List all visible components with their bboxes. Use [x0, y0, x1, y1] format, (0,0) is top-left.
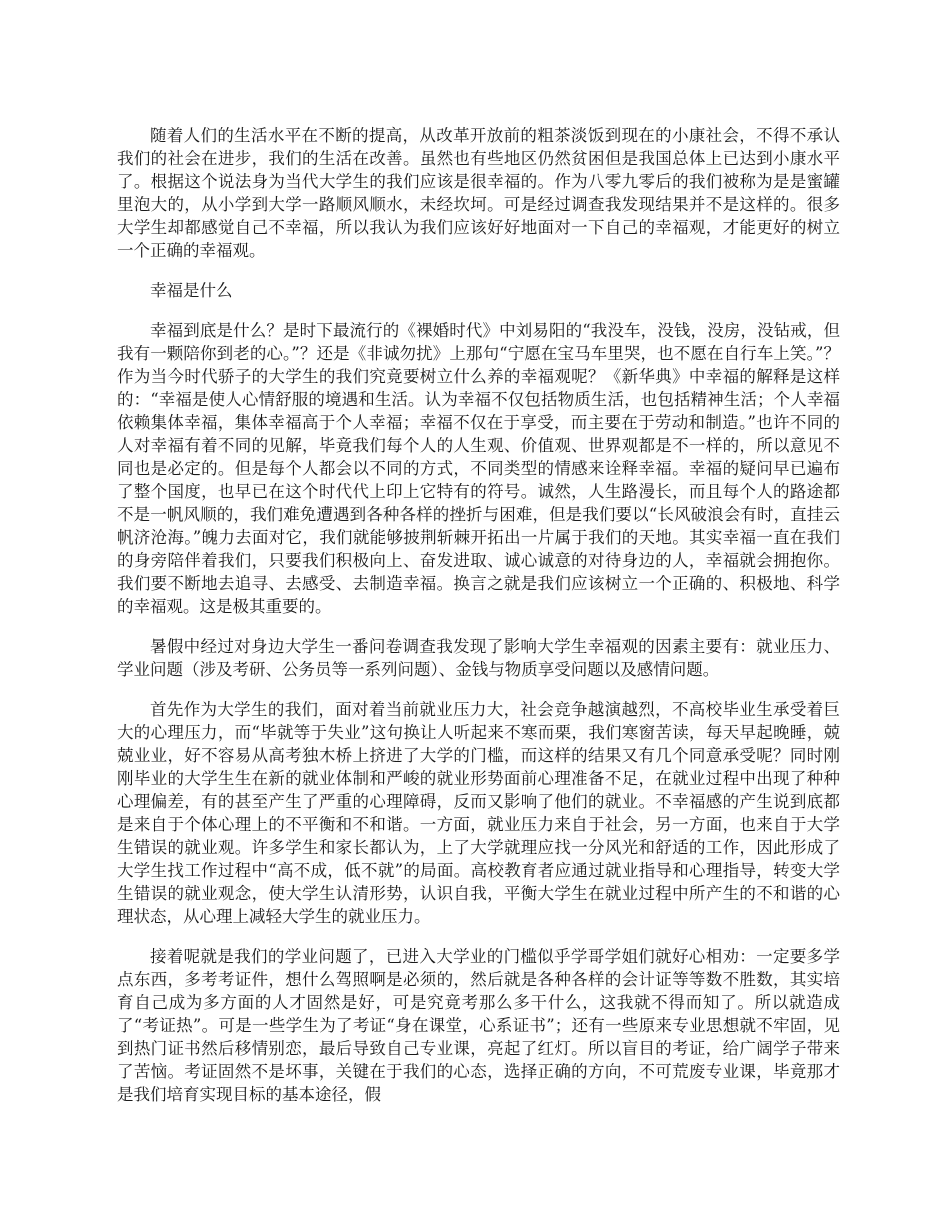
paragraph-employment: 首先作为大学生的我们，面对着当前就业压力大，社会竞争越演越烈，不高校毕业生承受着巨大的心理压力，而“毕就等于失业”这句换让人听起来不寒而栗，我们寒窗苦读，每天早起晚睡，兢兢业业，好不容易从高考独木桥上挤进了大学的门槛，而这样的结果又有几个同意承受呢？同时刚刚毕业的大学生生在新的就业体制和严峻的就业形势面前心理准备不足，在就业过程中出现了种种心理偏差，有的甚至产生了严重的心理障碍，反而又影响了他们的就业。不幸福感的产生说到底都是来自于个体心理上的不平衡和不和谐。一方面，就业压力来自于社会，另一方面，也来自于大学生错误的就业观。许多学生和家长都认为，上了大学就理应找一分风光和舒适的工作，因此形成了大学生找工作过程中“高不成，低不就”的局面。高校教育者应通过就业指导和心理指导，转变大学生错误的就业观念，使大学生认清形势，认识自我，平衡大学生在就业过程中所产生的不和谐的心理状态，从心理上减轻大学生的就业压力。 [117, 700, 840, 926]
paragraph-definition: 幸福到底是什么？是时下最流行的《裸婚时代》中刘易阳的“我没车，没钱，没房，没钻戒，但我有一颗陪你到老的心。”？还是《非诚勿扰》上那句“宁愿在宝马车里哭，也不愿在自行车上笑。”？作为当今时代骄子的大学生的我们究竟要树立什么养的幸福观呢？《新华典》中幸福的解释是这样的：“幸福是使人心情舒服的境遇和生活。认为幸福不仅包括物质生活，也包括精神生活；个人幸福依赖集体幸福，集体幸福高于个人幸福；幸福不仅在于享受，而主要在于劳动和制造。”也许不同的人对幸福有着不同的见解，毕竟我们每个人的人生观、价值观、世界观都是不一样的，所以意见不同也是必定的。但是每个人都会以不同的方式，不同类型的情感来诠释幸福。幸福的疑问早已遍布了整个国度，也早已在这个时代代上印上它特有的符号。诚然，人生路漫长，而且每个人的路途都不是一帆风顺的，我们难免遭遇到各种各样的挫折与困难，但是我们要以“长风破浪会有时，直挂云帆济沧海。”魄力去面对它，我们就能够披荆斩棘开拓出一片属于我们的天地。其实幸福一直在我们的身旁陪伴着我们，只要我们积极向上、奋发进取、诚心诚意的对待身边的人，幸福就会拥抱你。我们要不断地去追寻、去感受、去制造幸福。换言之就是我们应该树立一个正确的、积极地、科学的幸福观。这是极其重要的。 [117, 321, 840, 616]
paragraph-intro: 随着人们的生活水平在不断的提高，从改革开放前的粗茶淡饭到现在的小康社会，不得不承认我们的社会在进步，我们的生活在改善。虽然也有些地区仍然贫困但是我国总体上已达到小康水平了。根据这个说法身为当代大学生的我们应该是很幸福的。作为八零九零后的我们被称为是是蜜罐里泡大的，从小学到大学一路顺风顺水，未经坎坷。可是经过调查我发现结果并不是这样的。很多大学生却都感觉自己不幸福，所以我认为我们应该好好地面对一下自己的幸福观，才能更好的树立一个正确的幸福观。 [117, 126, 840, 260]
section-heading-what-is-happiness: 幸福是什么 [150, 281, 233, 300]
paragraph-studies: 接着呢就是我们的学业问题了，已进入大学业的门槛似乎学哥学姐们就好心相劝：一定要多学点东西，多考考证件，想什么驾照啊是必须的，然后就是各种各样的会计证等等数不胜数，其实培育自己成为多方面的人才固然是好，可是究竟考那么多干什么，这我就不得而知了。所以就造成了“考证热”。可是一些学生为了考证“身在课堂，心系证书”；还有一些原来专业思想就不牢固，见到热门证书然后移情别恋，最后导致自己专业课，亮起了红灯。所以盲目的考证，给广阔学子带来了苦恼。考证固然不是坏事，关键在于我们的心态，选择正确的方向，不可荒废专业课，毕竟那才是我们培育实现目标的基本途径，假 [117, 947, 840, 1104]
paragraph-survey: 暑假中经过对身边大学生一番问卷调查我发现了影响大学生幸福观的因素主要有：就业压力、学业问题（涉及考研、公务员等一系列问题）、金钱与物质享受问题以及感情问题。 [117, 637, 840, 679]
